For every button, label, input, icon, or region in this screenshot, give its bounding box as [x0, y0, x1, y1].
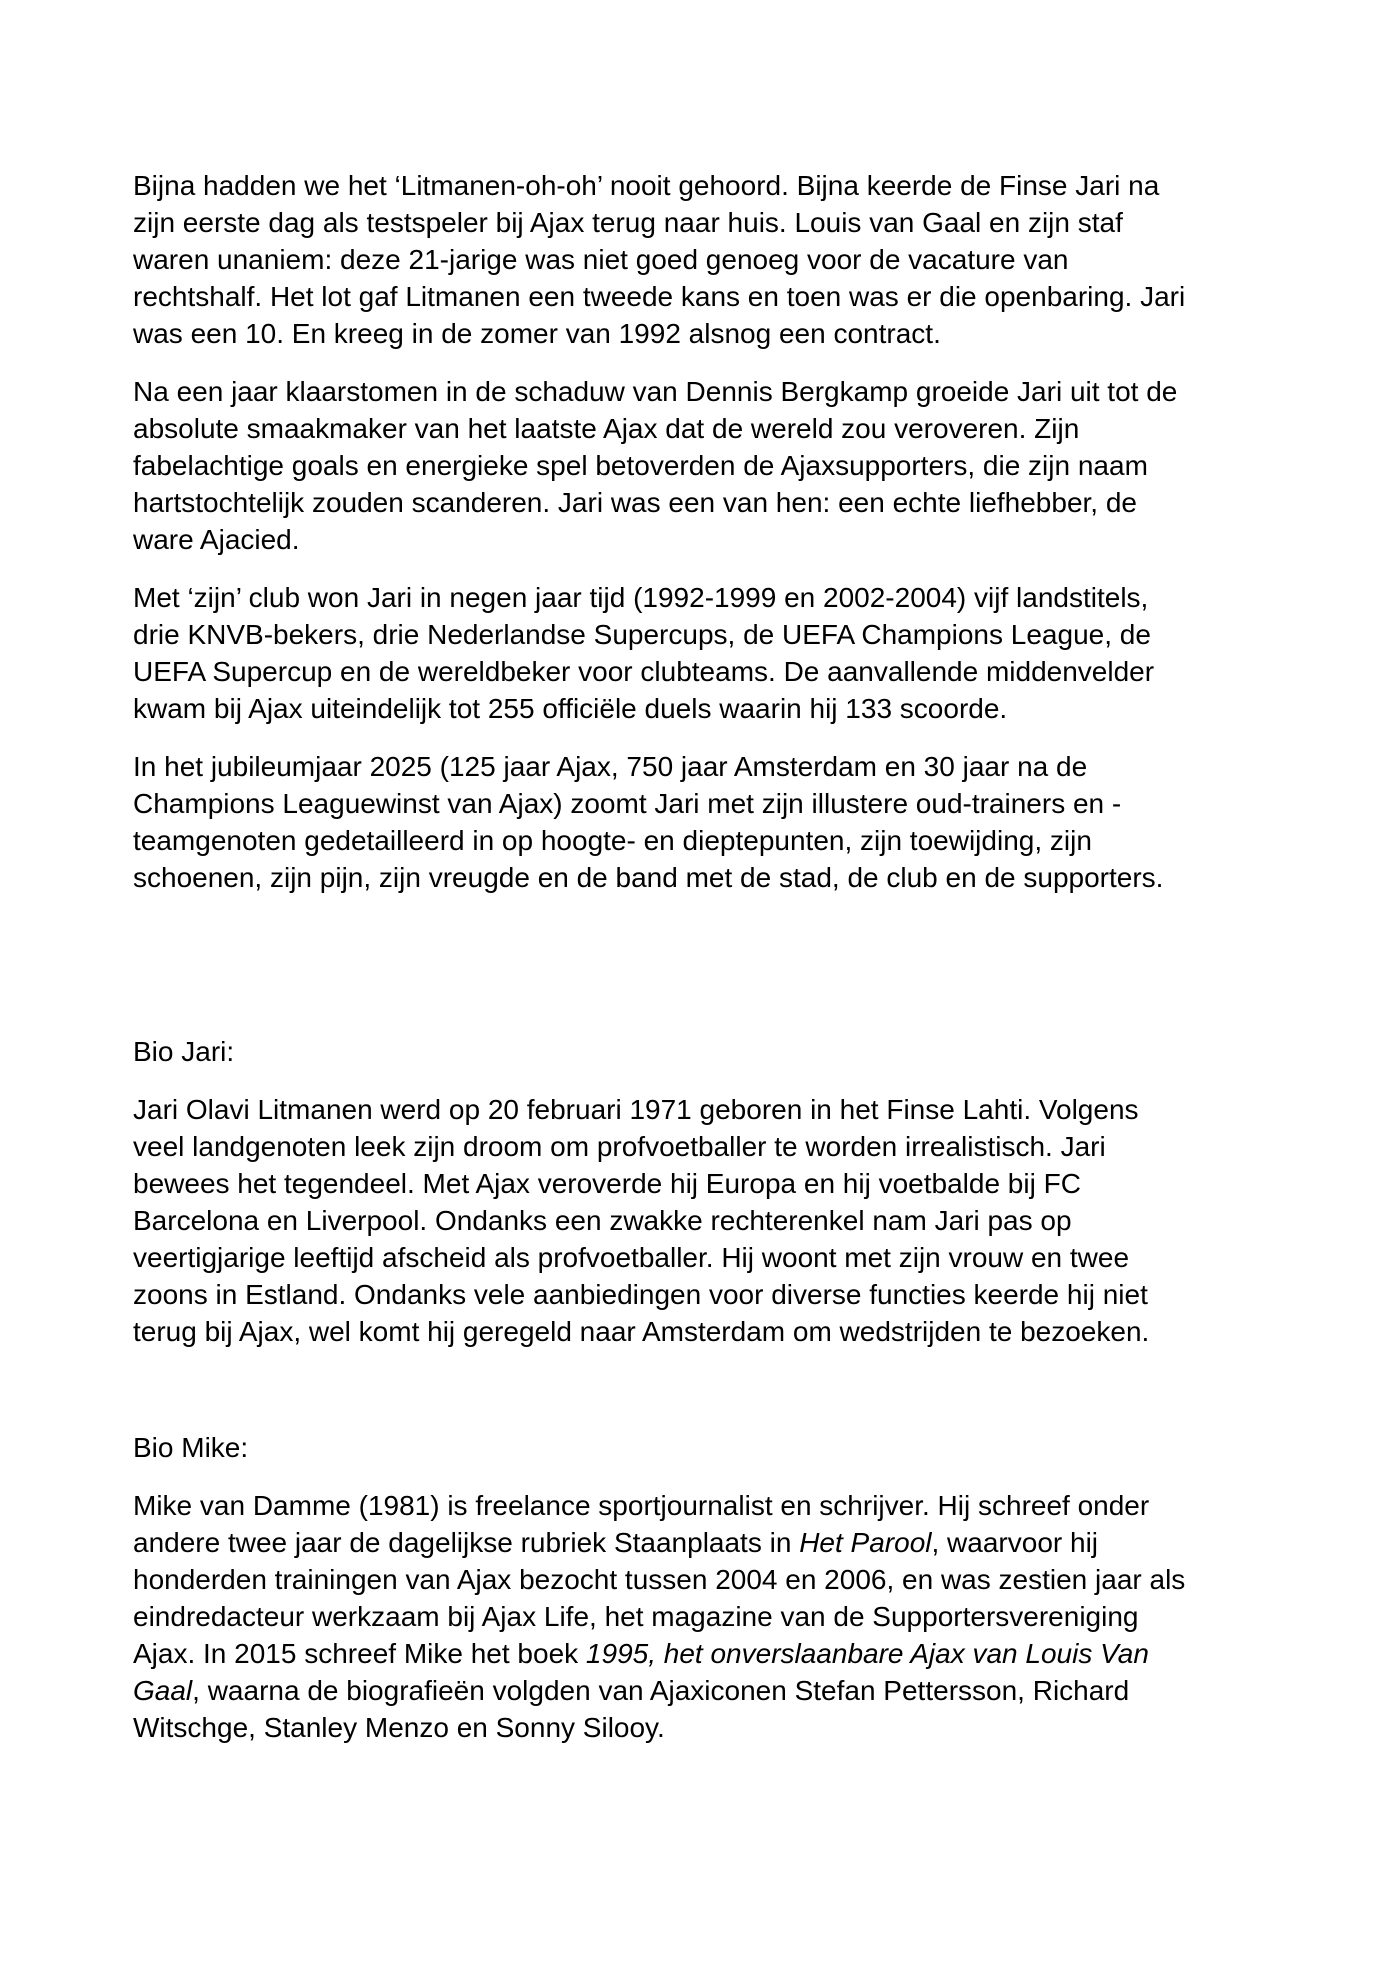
document-content: [133, 167, 1278, 1767]
text-line: hartstochtelijk zouden scanderen. Jari was een van hen: een echte liefhebber, de: [133, 487, 1137, 518]
text-line: fabelachtige goals en energieke spel betoverden de Ajaxsupporters, die zijn naam: [133, 450, 1148, 481]
text-line: Barcelona en Liverpool. Ondanks een zwakke rechterenkel nam Jari pas op: [133, 1205, 1072, 1236]
text-line: rechtshalf. Het lot gaf Litmanen een tweede kans en toen was er die openbaring. Jari: [133, 281, 1186, 312]
text-line: terug bij Ajax, wel komt hij geregeld naar Amsterdam om wedstrijden te bezoeken.: [133, 1316, 1150, 1347]
text-line: Bio Mike:: [133, 1432, 249, 1463]
text-line: Witschge, Stanley Menzo en Sonny Silooy.: [133, 1712, 665, 1743]
bio-jari-heading: [133, 1033, 1278, 1070]
bergkamp-paragraph: [133, 373, 1278, 558]
bio-jari-paragraph: [133, 1091, 1278, 1350]
text-line: Jari Olavi Litmanen werd op 20 februari 1971 geboren in het Finse Lahti. Volgens: [133, 1094, 1139, 1125]
blank-lines: [133, 917, 1278, 1033]
text-line: schoenen, zijn pijn, zijn vreugde en de band met de stad, de club en de supporters.: [133, 862, 1164, 893]
text-line: Met ‘zijn’ club won Jari in negen jaar tijd (1992-1999 en 2002-2004) vijf landstitels,: [133, 582, 1149, 613]
text-line: veertigjarige leeftijd afscheid als profvoetballer. Hij woont met zijn vrouw en twee: [133, 1242, 1130, 1273]
text-line: In het jubileumjaar 2025 (125 jaar Ajax, 750 jaar Amsterdam en 30 jaar na de: [133, 751, 1088, 782]
text-line: Na een jaar klaarstomen in de schaduw van Dennis Bergkamp groeide Jari uit tot de: [133, 376, 1178, 407]
text-line: bewees het tegendeel. Met Ajax veroverde hij Europa en hij voetbalde bij FC: [133, 1168, 1081, 1199]
italic-text: 1995, het onverslaanbare Ajax van Louis Van: [585, 1638, 1149, 1669]
text-line: teamgenoten gedetailleerd in op hoogte- en dieptepunten, zijn toewijding, zijn: [133, 825, 1092, 856]
text-line: kwam bij Ajax uiteindelijk tot 255 officiële duels waarin hij 133 scoorde.: [133, 693, 1008, 724]
bio-mike-heading: [133, 1429, 1278, 1466]
text-line: Mike van Damme (1981) is freelance sportjournalist en schrijver. Hij schreef onder: [133, 1490, 1150, 1521]
trophies-paragraph: [133, 579, 1278, 727]
text-line: waren unaniem: deze 21-jarige was niet goed genoeg voor de vacature van: [133, 244, 1069, 275]
italic-text: Het Parool: [799, 1527, 932, 1558]
blank-lines: [133, 1371, 1278, 1429]
text-segment: , waarna de biografieën volgden van Ajaxiconen Stefan Pettersson, Richard: [192, 1675, 1130, 1706]
text-line: UEFA Supercup en de wereldbeker voor clubteams. De aanvallende middenvelder: [133, 656, 1155, 687]
text-line: [133, 1635, 1278, 1672]
text-line: honderden trainingen van Ajax bezocht tussen 2004 en 2006, en was zestien jaar als: [133, 1564, 1186, 1595]
text-line: was een 10. En kreeg in de zomer van 1992 alsnog een contract.: [133, 318, 941, 349]
text-line: zijn eerste dag als testspeler bij Ajax terug naar huis. Louis van Gaal en zijn staf: [133, 207, 1123, 238]
italic-text: Gaal: [133, 1675, 193, 1706]
text-line: zoons in Estland. Ondanks vele aanbiedingen voor diverse functies keerde hij niet: [133, 1279, 1148, 1310]
text-segment: , waarvoor hij: [931, 1527, 1099, 1558]
text-line: veel landgenoten leek zijn droom om profvoetballer te worden irrealistisch. Jari: [133, 1131, 1106, 1162]
text-line: [133, 1672, 1278, 1709]
text-line: drie KNVB-bekers, drie Nederlandse Supercups, de UEFA Champions League, de: [133, 619, 1151, 650]
text-line: absolute smaakmaker van het laatste Ajax dat de wereld zou veroveren. Zijn: [133, 413, 1080, 444]
text-line: ware Ajacied.: [133, 524, 300, 555]
intro-paragraph: [133, 167, 1278, 352]
bio-mike-paragraph: [133, 1487, 1278, 1746]
text-segment: andere twee jaar de dagelijkse rubriek Staanplaats in: [133, 1527, 800, 1558]
jubilee-paragraph: [133, 748, 1278, 896]
text-line: Bio Jari:: [133, 1036, 235, 1067]
text-line: [133, 1524, 1278, 1561]
text-segment: Ajax. In 2015 schreef Mike het boek: [133, 1638, 586, 1669]
text-line: eindredacteur werkzaam bij Ajax Life, het magazine van de Supportersvereniging: [133, 1601, 1139, 1632]
text-line: Bijna hadden we het ‘Litmanen-oh-oh’ nooit gehoord. Bijna keerde de Finse Jari na: [133, 170, 1160, 201]
text-line: Champions Leaguewinst van Ajax) zoomt Jari met zijn illustere oud-trainers en -: [133, 788, 1122, 819]
